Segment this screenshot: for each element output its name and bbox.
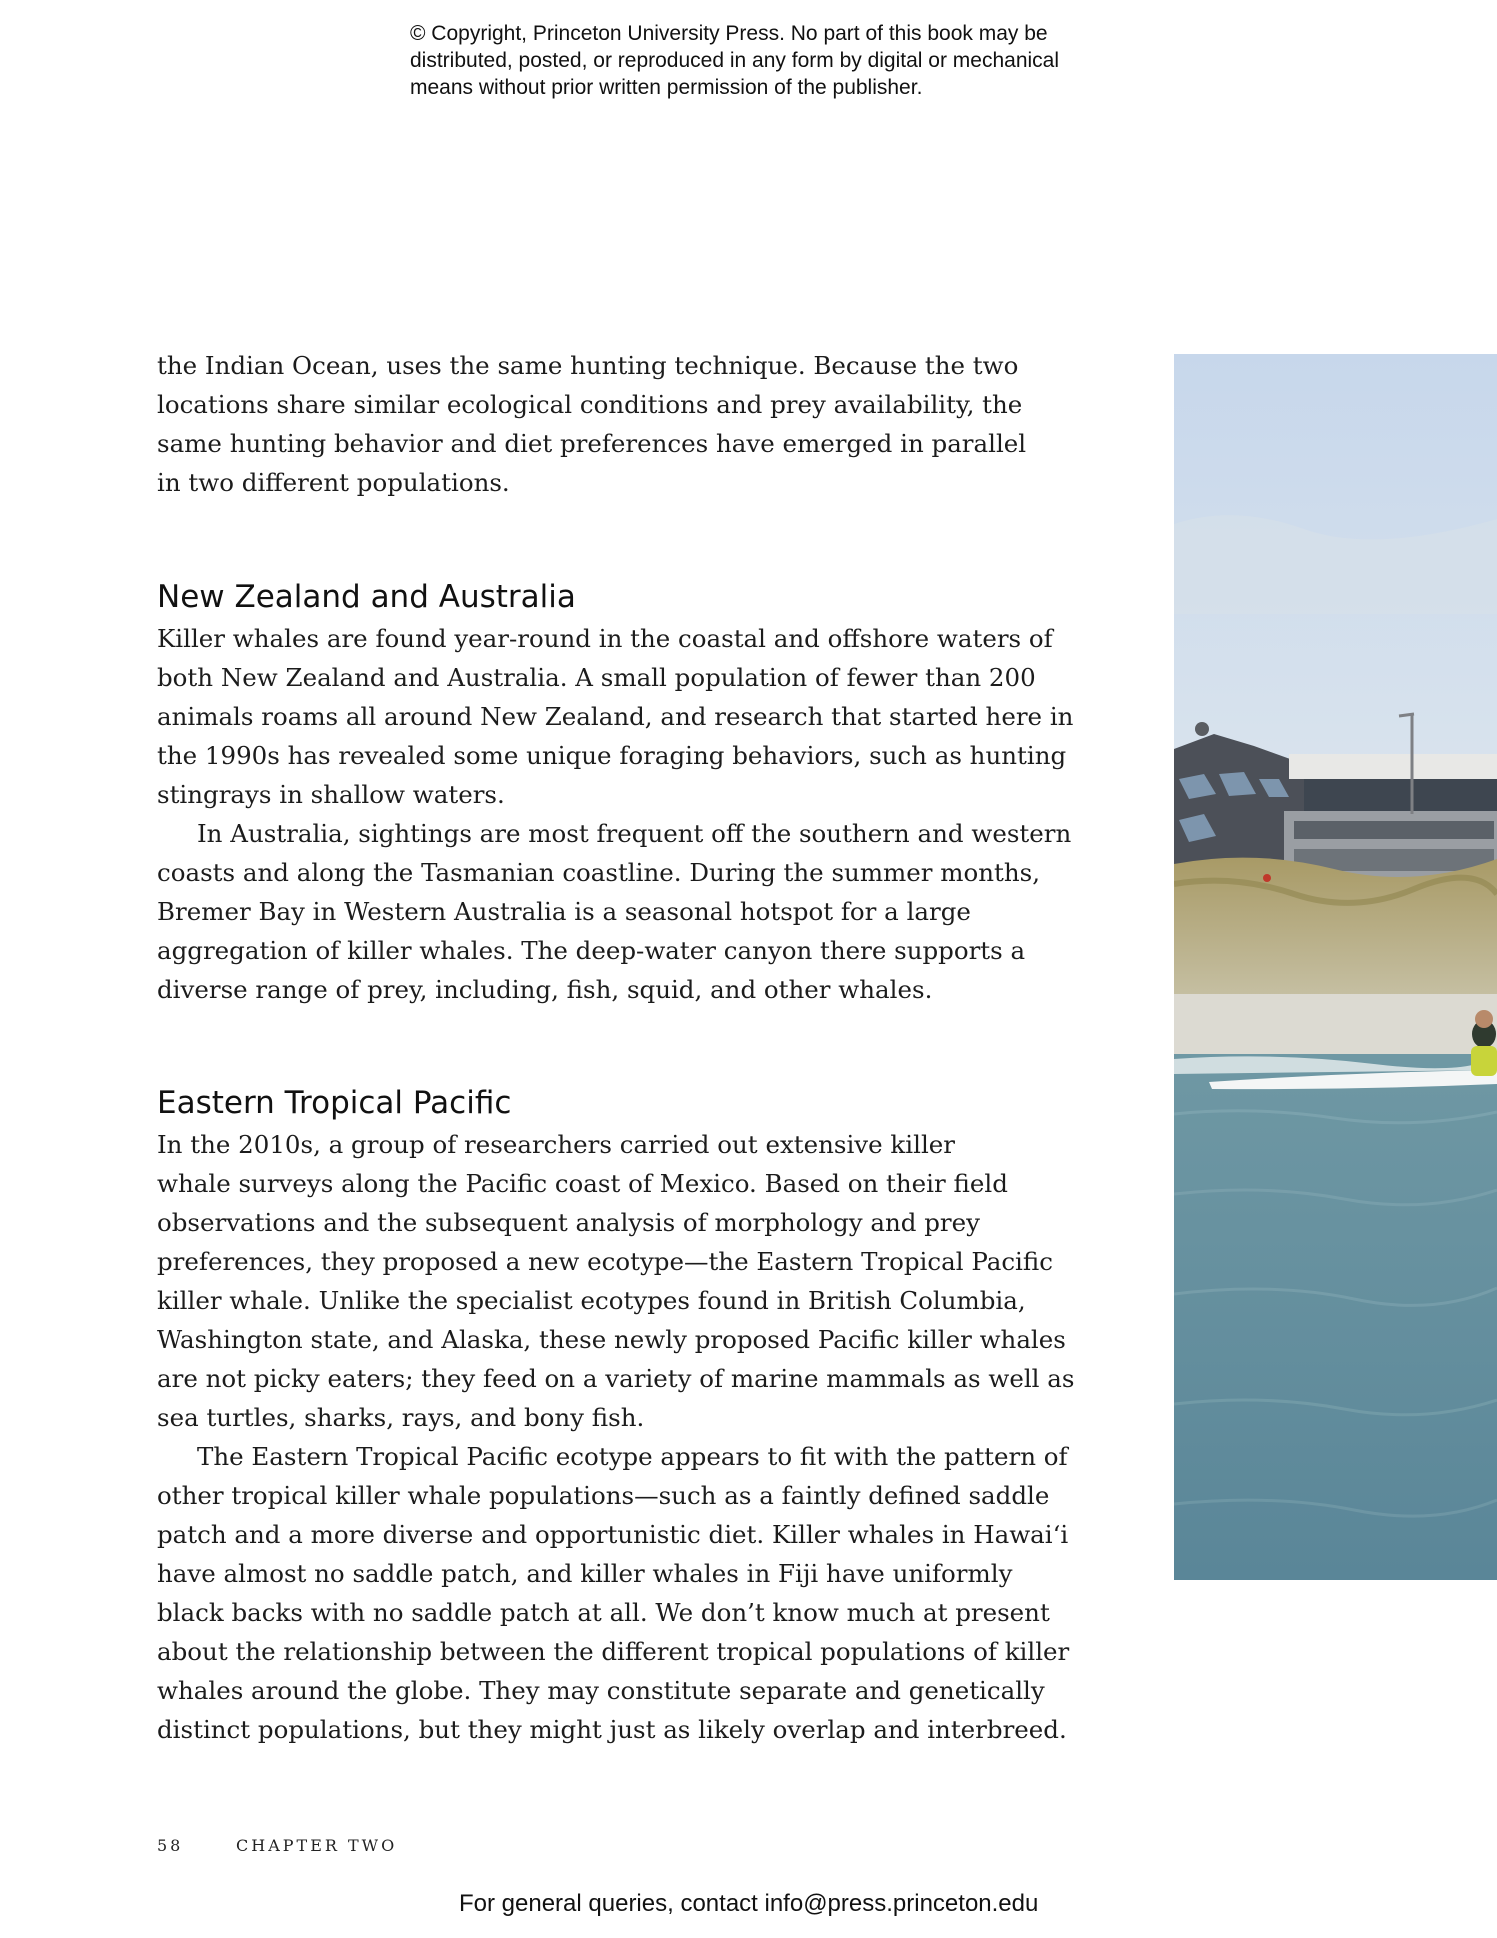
- text-line: observations and the subsequent analysis of morphology and prey: [157, 1208, 980, 1237]
- text-line: The Eastern Tropical Pacific ecotype appears to fit with the pattern of: [197, 1442, 1068, 1471]
- text-line: Killer whales are found year-round in the coastal and offshore waters of: [157, 624, 1053, 653]
- copyright-notice: [410, 20, 1130, 101]
- section-heading-new-zealand: New Zealand and Australia: [157, 579, 576, 615]
- text-line: sea turtles, sharks, rays, and bony fish.: [157, 1403, 645, 1432]
- text-line: the 1990s has revealed some unique foraging behaviors, such as hunting: [157, 741, 1067, 770]
- text-line: stingrays in shallow waters.: [157, 780, 505, 809]
- intro-paragraph: [157, 346, 1037, 502]
- text-line: killer whale. Unlike the specialist ecotypes found in British Columbia,: [157, 1286, 1026, 1315]
- text-line: Washington state, and Alaska, these newly proposed Pacific killer whales: [157, 1325, 1066, 1354]
- copyright-line: © Copyright, Princeton University Press. No part of this book may be: [410, 22, 1048, 45]
- copyright-line: means without prior written permission of the publisher.: [410, 76, 923, 99]
- text-line: the Indian Ocean, uses the same hunting technique. Because the two: [157, 351, 1019, 380]
- text-line: diverse range of prey, including, fish, squid, and other whales.: [157, 975, 933, 1004]
- text-line: Bremer Bay in Western Australia is a seasonal hotspot for a large: [157, 897, 971, 926]
- text-line: both New Zealand and Australia. A small population of fewer than 200: [157, 663, 1036, 692]
- text-line: black backs with no saddle patch at all. We don’t know much at present: [157, 1598, 1050, 1627]
- text-line: about the relationship between the different tropical populations of killer: [157, 1637, 1070, 1666]
- text-line: coasts and along the Tasmanian coastline. During the summer months,: [157, 858, 1041, 887]
- text-line: other tropical killer whale populations—such as a faintly defined saddle: [157, 1481, 1050, 1510]
- copyright-line: distributed, posted, or reproduced in any form by digital or mechanical: [410, 49, 1060, 72]
- text-line: In Australia, sightings are most frequent off the southern and western: [197, 819, 1072, 848]
- text-line: have almost no saddle patch, and killer whales in Fiji have uniformly: [157, 1559, 1013, 1588]
- coastal-photo: [1174, 354, 1497, 1580]
- text-line: whale surveys along the Pacific coast of Mexico. Based on their field: [157, 1169, 1008, 1198]
- text-line: aggregation of killer whales. The deep-water canyon there supports a: [157, 936, 1026, 965]
- text-line: in two different populations.: [157, 468, 510, 497]
- section-body-new-zealand: [157, 619, 1074, 1009]
- building-light: [1289, 754, 1497, 779]
- section-heading-eastern-tropical-pacific: Eastern Tropical Pacific: [157, 1085, 512, 1121]
- section-body-eastern-tropical-pacific: [157, 1125, 1075, 1749]
- chapter-label: CHAPTER TWO: [236, 1836, 398, 1855]
- text-line: whales around the globe. They may constitute separate and genetically: [157, 1676, 1045, 1705]
- text-line: locations share similar ecological conditions and prey availability, the: [157, 390, 1023, 419]
- text-line: same hunting behavior and diet preferences have emerged in parallel: [157, 429, 1027, 458]
- page-number: 58: [157, 1836, 184, 1855]
- text-line: distinct populations, but they might just as likely overlap and interbreed.: [157, 1715, 1067, 1744]
- text-line: patch and a more diverse and opportunistic diet. Killer whales in Hawai‘i: [157, 1520, 1069, 1549]
- text-line: In the 2010s, a group of researchers carried out extensive killer: [157, 1130, 955, 1159]
- text-line: preferences, they proposed a new ecotype—the Eastern Tropical Pacific: [157, 1247, 1053, 1276]
- contact-note: For general queries, contact info@press.princeton.edu: [459, 1890, 1039, 1917]
- text-line: animals roams all around New Zealand, and research that started here in: [157, 702, 1074, 731]
- text-line: are not picky eaters; they feed on a variety of marine mammals as well as: [157, 1364, 1075, 1393]
